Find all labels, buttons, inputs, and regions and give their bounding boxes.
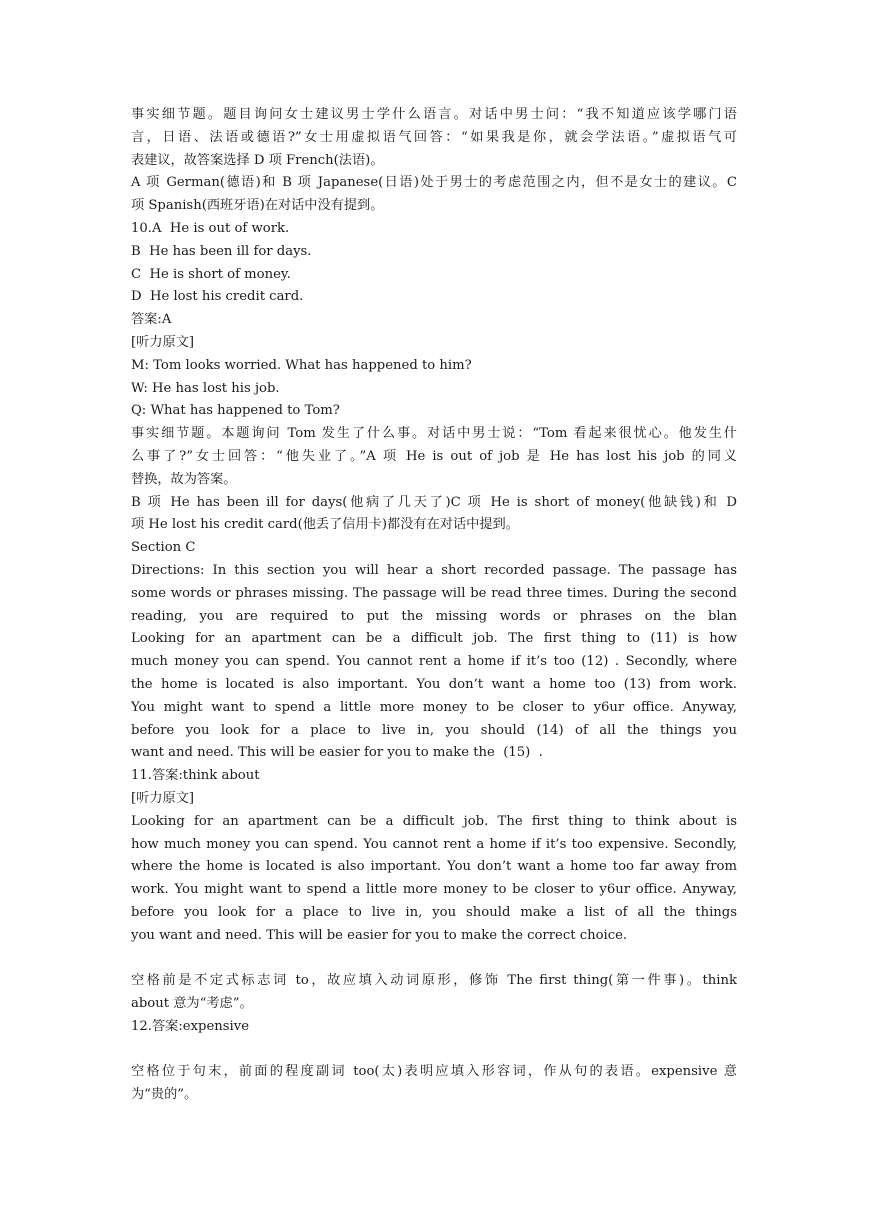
- text-line: B He has been ill for days.: [131, 243, 312, 259]
- blank-line: [131, 947, 737, 970]
- text-line: about 意为“考虑”。: [131, 996, 253, 1012]
- text-line: reading, you are required to put the missing words or phrases on the blan: [131, 608, 737, 624]
- document-page: [131, 104, 737, 1107]
- blank-line: [131, 1039, 737, 1062]
- text-line: how much money you can spend. You cannot rent a home if it’s too expensive. Secondly,: [131, 836, 737, 852]
- text-line: 言，日语、法语或德语?”女士用虚拟语气回答：“如果我是你，就会学法语。”虚拟语气可: [131, 129, 737, 145]
- text-line: 么事了?”女士回答：“他失业了。”A 项 He is out of job 是 He has lost his job 的同义: [131, 448, 737, 464]
- text-line: 项 Spanish(西班牙语)在对话中没有提到。: [131, 198, 384, 214]
- text-line: before you look for a place to live in, you should (14) of all the things you: [131, 722, 737, 738]
- text-line: where the home is located is also important. You don’t want a home too far away from: [131, 859, 737, 875]
- text-line: M: Tom looks worried. What has happened to him?: [131, 357, 472, 373]
- text-line: Section C: [131, 540, 196, 556]
- text-line: 事实细节题。题目询问女士建议男士学什么语言。对话中男士问：“我不知道应该学哪门语: [131, 107, 737, 122]
- text-line: work. You might want to spend a little more money to be closer to y6ur office. Anyway,: [131, 882, 737, 898]
- text-line: want and need. This will be easier for you to make the (15) .: [131, 745, 543, 761]
- text-line: A 项 German(德语)和 B 项 Japanese(日语)处于男士的考虑范围之内，但不是女士的建议。C: [131, 175, 737, 191]
- text-line: [听力原文]: [131, 334, 195, 350]
- text-line: B 项 He has been ill for days(他病了几天了)C 项 He is short of money(他缺钱)和 D: [131, 494, 737, 510]
- text-line: 10.A He is out of work.: [131, 220, 290, 236]
- text-line: you want and need. This will be easier for you to make the correct choice.: [131, 927, 628, 943]
- text-line: 表建议，故答案选择 D 项 French(法语)。: [131, 152, 384, 168]
- text-line: W: He has lost his job.: [131, 380, 280, 396]
- text-line: Looking for an apartment can be a difficult job. The first thing to think about is: [131, 813, 737, 829]
- text-line: the home is located is also important. You don’t want a home too (13) from work.: [131, 676, 737, 692]
- text-line: Q: What has happened to Tom?: [131, 403, 340, 419]
- text-line: You might want to spend a little more money to be closer to y6ur office. Anyway,: [131, 699, 737, 715]
- text-line: 答案:A: [131, 312, 172, 328]
- text-line: 替换，故为答案。: [131, 471, 237, 487]
- text-line: 事实细节题。本题询问 Tom 发生了什么事。对话中男士说：“Tom 看起来很忧心。他发生什: [131, 426, 737, 442]
- text-line: 空格位于句末，前面的程度副词 too(太)表明应填入形容词，作从句的表语。expensive 意: [131, 1064, 737, 1080]
- text-line: C He is short of money.: [131, 266, 291, 282]
- text-line: Directions: In this section you will hear a short recorded passage. The passage has: [131, 562, 737, 578]
- text-line: Looking for an apartment can be a difficult job. The first thing to (11) is how: [131, 631, 737, 647]
- text-line: much money you can spend. You cannot rent a home if it’s too (12) . Secondly, where: [131, 654, 737, 670]
- text-line: 项 He lost his credit card(他丢了信用卡)都没有在对话中提到。: [131, 517, 519, 533]
- text-line: D He lost his credit card.: [131, 289, 304, 305]
- text-line: 为“贵的”。: [131, 1087, 198, 1103]
- text-line: some words or phrases missing. The passage will be read three times. During the second: [131, 585, 737, 601]
- text-line: before you look for a place to live in, you should make a list of all the things: [131, 904, 737, 920]
- text-line: 11.答案:think about: [131, 768, 260, 784]
- text-line: 12.答案:expensive: [131, 1018, 250, 1034]
- text-line: 空格前是不定式标志词 to，故应填入动词原形，修饰 The first thing(第一件事)。think: [131, 973, 737, 989]
- text-line: [听力原文]: [131, 790, 195, 806]
